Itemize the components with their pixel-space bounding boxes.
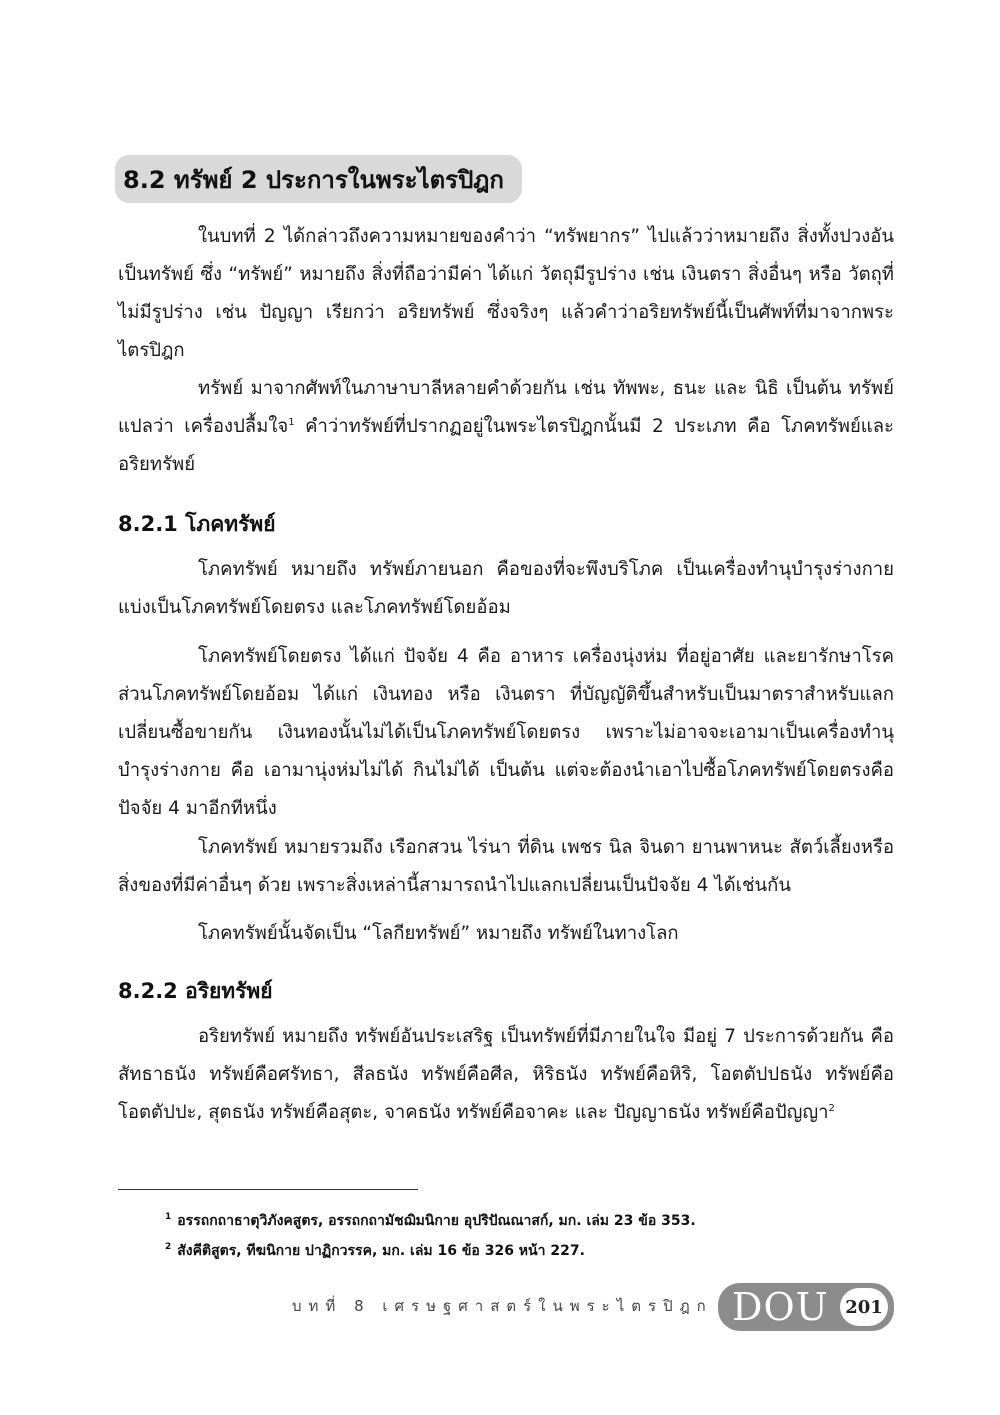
sub1-paragraph-3: โภคทรัพย์ หมายรวมถึง เรือกสวน ไร่นา ที่ดิน เพชร นิล จินดา ยานพาหนะ สัตว์เลี้ยงหรือสิ่งของที่มีค่าอื่นๆ ด้วย เพราะสิ่งเหล่านี้สามารถนำไปแลกเปลี่ยนเป็นปัจจัย 4 ได้เช่นกัน — [118, 837, 894, 896]
dou-badge — [718, 1283, 894, 1331]
dou-logo-text: DOU — [732, 1285, 829, 1329]
sub1-paragraph-1: โภคทรัพย์ หมายถึง ทรัพย์ภายนอก คือของที่จะพึงบริโภค เป็นเครื่องทำนุบำรุงร่างกาย แบ่งเป็นโภคทรัพย์โดยตรง และโภคทรัพย์โดยอ้อม — [118, 559, 894, 618]
footnote-2-mark: 2 — [165, 1242, 172, 1252]
subsection-heading-1: 8.2.1 โภคทรัพย์ — [118, 512, 276, 536]
footnote-1 — [165, 1210, 696, 1232]
intro-paragraph-2 — [118, 370, 894, 484]
sub2-paragraph-1 — [118, 1018, 894, 1132]
intro-paragraph-2-text-b: คำว่าทรัพย์ที่ปรากฏอยู่ในพระไตรปิฎกนั้นมี 2 ประเภท คือ โภคทรัพย์และอริยทรัพย์ — [118, 416, 894, 475]
intro-paragraph-1: ในบทที่ 2 ได้กล่าวถึงความหมายของคำว่า “ทรัพยากร” ไปแล้วว่าหมายถึง สิ่งทั้งปวงอันเป็นทรัพย์ ซึ่ง “ทรัพย์” หมายถึง สิ่งที่ถือว่ามีค่า ได้แก่ วัตถุมีรูปร่าง เช่น เงินตรา สิ่งอื่นๆ หรือ วัตถุที่ไม่มีรูปร่าง เช่น ปัญญา เรียกว่า อริยทรัพย์ ซึ่งจริงๆ แล้วคำว่าอริยทรัพย์นี้เป็นศัพท์ที่มาจากพระไตรปิฎก — [118, 226, 894, 361]
intro-paragraph-2-text-a: ทรัพย์ มาจากศัพท์ในภาษาบาลีหลายคำด้วยกัน เช่น ทัพพะ, ธนะ และ นิธิ เป็นต้น ทรัพย์ แปลว่า เครื่องปลื้มใจ — [118, 378, 894, 437]
footnote-ref-1: 1 — [288, 417, 295, 428]
sub1-paragraph-4: โภคทรัพย์นั้นจัดเป็น “โลกียทรัพย์” หมายถึง ทรัพย์ในทางโลก — [198, 923, 679, 944]
sub1-paragraph-2: โภคทรัพย์โดยตรง ได้แก่ ปัจจัย 4 คือ อาหาร เครื่องนุ่งห่ม ที่อยู่อาศัย และยารักษาโรค ส่วนโภคทรัพย์โดยอ้อม ได้แก่ เงินทอง หรือ เงินตรา ที่บัญญัติขึ้นสำหรับเป็นมาตราสำหรับแลกเปลี่ยนซื้อขายกัน เงินทองนั้นไม่ได้เป็นโภคทรัพย์โดยตรง เพราะไม่อาจจะเอามาเป็นเครื่องทำนุบำรุงร่างกาย คือ เอามานุ่งห่มไม่ได้ กินไม่ได้ เป็นต้น แต่จะต้องนำเอาไปซื้อโภคทรัพย์โดยตรงคือ ปัจจัย 4 มาอีกทีหนึ่ง — [118, 646, 894, 819]
section-title — [115, 155, 522, 203]
subsection-heading-2: 8.2.2 อริยทรัพย์ — [118, 979, 273, 1003]
sub2-paragraph-1-text: อริยทรัพย์ หมายถึง ทรัพย์อันประเสริฐ เป็นทรัพย์ที่มีภายในใจ มีอยู่ 7 ประการด้วยกัน คือ สัทธาธนัง ทรัพย์คือศรัทธา, สีลธนัง ทรัพย์คือศีล, หิริธนัง ทรัพย์คือหิริ, โอตตัปปธนัง ทรัพย์คือโอตตัปปะ, สุตธนัง ทรัพย์คือสุตะ, จาคธนัง ทรัพย์คือจาคะ และ ปัญญาธนัง ทรัพย์คือปัญญา — [118, 1026, 894, 1123]
page-number: 201 — [840, 1288, 888, 1326]
running-footer-title: บทที่ 8 เศรษฐศาสตร์ในพระไตรปิฎก — [292, 1297, 713, 1315]
footnote-1-mark: 1 — [165, 1212, 172, 1222]
footnote-2 — [165, 1240, 585, 1262]
footnote-2-text: สังคีติสูตร, ทีฆนิกาย ปาฏิกวรรค, มก. เล่ม 16 ข้อ 326 หน้า 227. — [177, 1243, 585, 1259]
footnote-divider — [118, 1189, 418, 1190]
section-title-text: 8.2 ทรัพย์ 2 ประการในพระไตรปิฎก — [123, 165, 504, 194]
footnote-1-text: อรรถกถาธาตุวิภังคสูตร, อรรถกถามัชฌิมนิกาย อุปริปัณณาสก์, มก. เล่ม 23 ข้อ 353. — [177, 1213, 696, 1229]
footnote-ref-2: 2 — [828, 1103, 835, 1114]
